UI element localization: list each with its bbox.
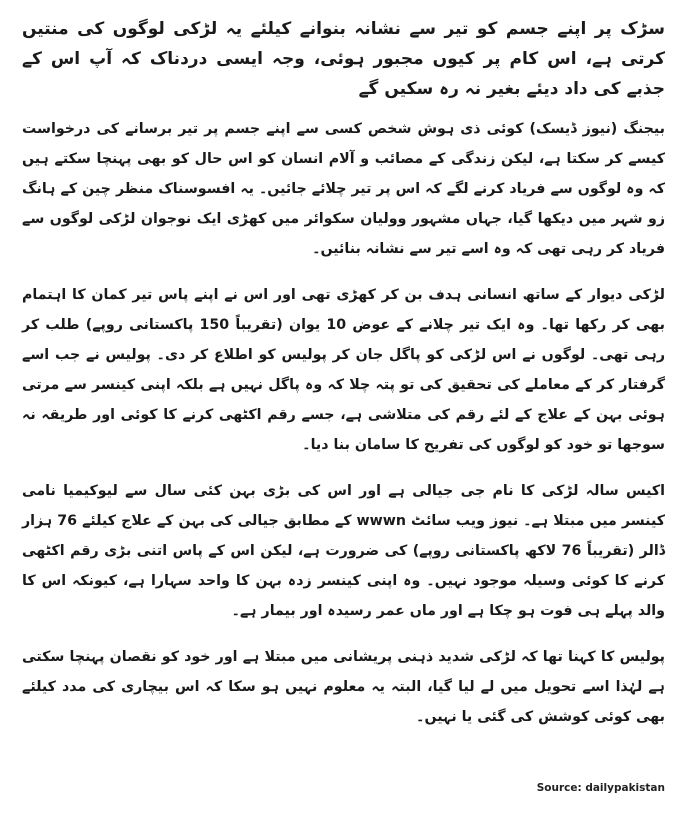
article-paragraph-1: بیجنگ (نیوز ڈیسک) کوئی ذی ہوش شخص کسی سے اپنے جسم پر تیر برسانے کی درخواست کیسے کر سکتا ہے، لیکن زندگی کے مصائب و آلام انسان کو اس حال کو بھی پہنچا سکتے ہیں کہ وہ لوگوں سے فریاد کرنے لگے کہ اس پر تیر چلائے جائیں۔ یہ افسوسناک منظر چین کے ہانگ زو شہر میں دیکھا گیا، جہاں مشہور وولیان سکوائر میں کھڑی ایک نوجوان لڑکی لوگوں سے فریاد کر رہی تھی کہ وہ اسے تیر سے نشانہ بنائیں۔ (22, 121, 665, 257)
source-credit: Source: dailypakistan (536, 782, 665, 794)
article-paragraph-2: لڑکی دیوار کے ساتھ انسانی ہدف بن کر کھڑی تھی اور اس نے اپنے پاس تیر کمان کا اہتمام بھی کر رکھا تھا۔ وہ ایک تیر چلانے کے عوض 10 یوان (تقریباً 150 پاکستانی روپے) طلب کر رہی تھی۔ لوگوں نے اس لڑکی کو پاگل جان کر پولیس کو اطلاع کر دی۔ پولیس نے جب اسے گرفتار کر کے معاملے کی تحقیق کی تو پتہ چلا کہ وہ پاگل نہیں ہے بلکہ اپنی کینسر سے مرتی ہوئی بہن کے علاج کے لئے رقم کی متلاشی ہے، جسے رقم اکٹھی کرنے کا کوئی اور طریقہ نہ سوجھا تو خود کو لوگوں کی تفریح کا سامان بنا دیا۔ (22, 287, 665, 453)
article-paragraph-3: اکیس سالہ لڑکی کا نام جی جیالی ہے اور اس کی بڑی بہن کئی سال سے لیوکیمیا نامی کینسر میں مبتلا ہے۔ نیوز ویب سائٹ wwwn کے مطابق جیالی کی بہن کے علاج کیلئے 76 ہزار ڈالر (تقریباً 76 لاکھ پاکستانی روپے) کی ضرورت ہے، لیکن اس کے پاس اتنی بڑی رقم اکٹھی کرنے کا کوئی وسیلہ موجود نہیں۔ وہ اپنی کینسر زدہ بہن کا واحد سہارا ہے، کیونکہ اس کا والد پہلے ہی فوت ہو چکا ہے اور ماں عمر رسیدہ اور بیمار ہے۔ (22, 483, 665, 619)
article-headline: سڑک پر اپنے جسم کو تیر سے نشانہ بنوانے کیلئے یہ لڑکی لوگوں کی منتیں کرتی ہے، اس کام پر کیوں مجبور ہوئی، وجہ ایسی دردناک کہ آپ اس کے جذبے کی داد دیئے بغیر نہ رہ سکیں گے (22, 19, 665, 99)
article-paragraph-4: پولیس کا کہنا تھا کہ لڑکی شدید ذہنی پریشانی میں مبتلا ہے اور خود کو نقصان پہنچا سکتی ہے لہٰذا اسے تحویل میں لے لیا گیا، البتہ یہ معلوم نہیں ہو سکا کہ اس بیچاری کی مدد کیلئے بھی کوئی کوشش کی گئی یا نہیں۔ (22, 649, 665, 725)
